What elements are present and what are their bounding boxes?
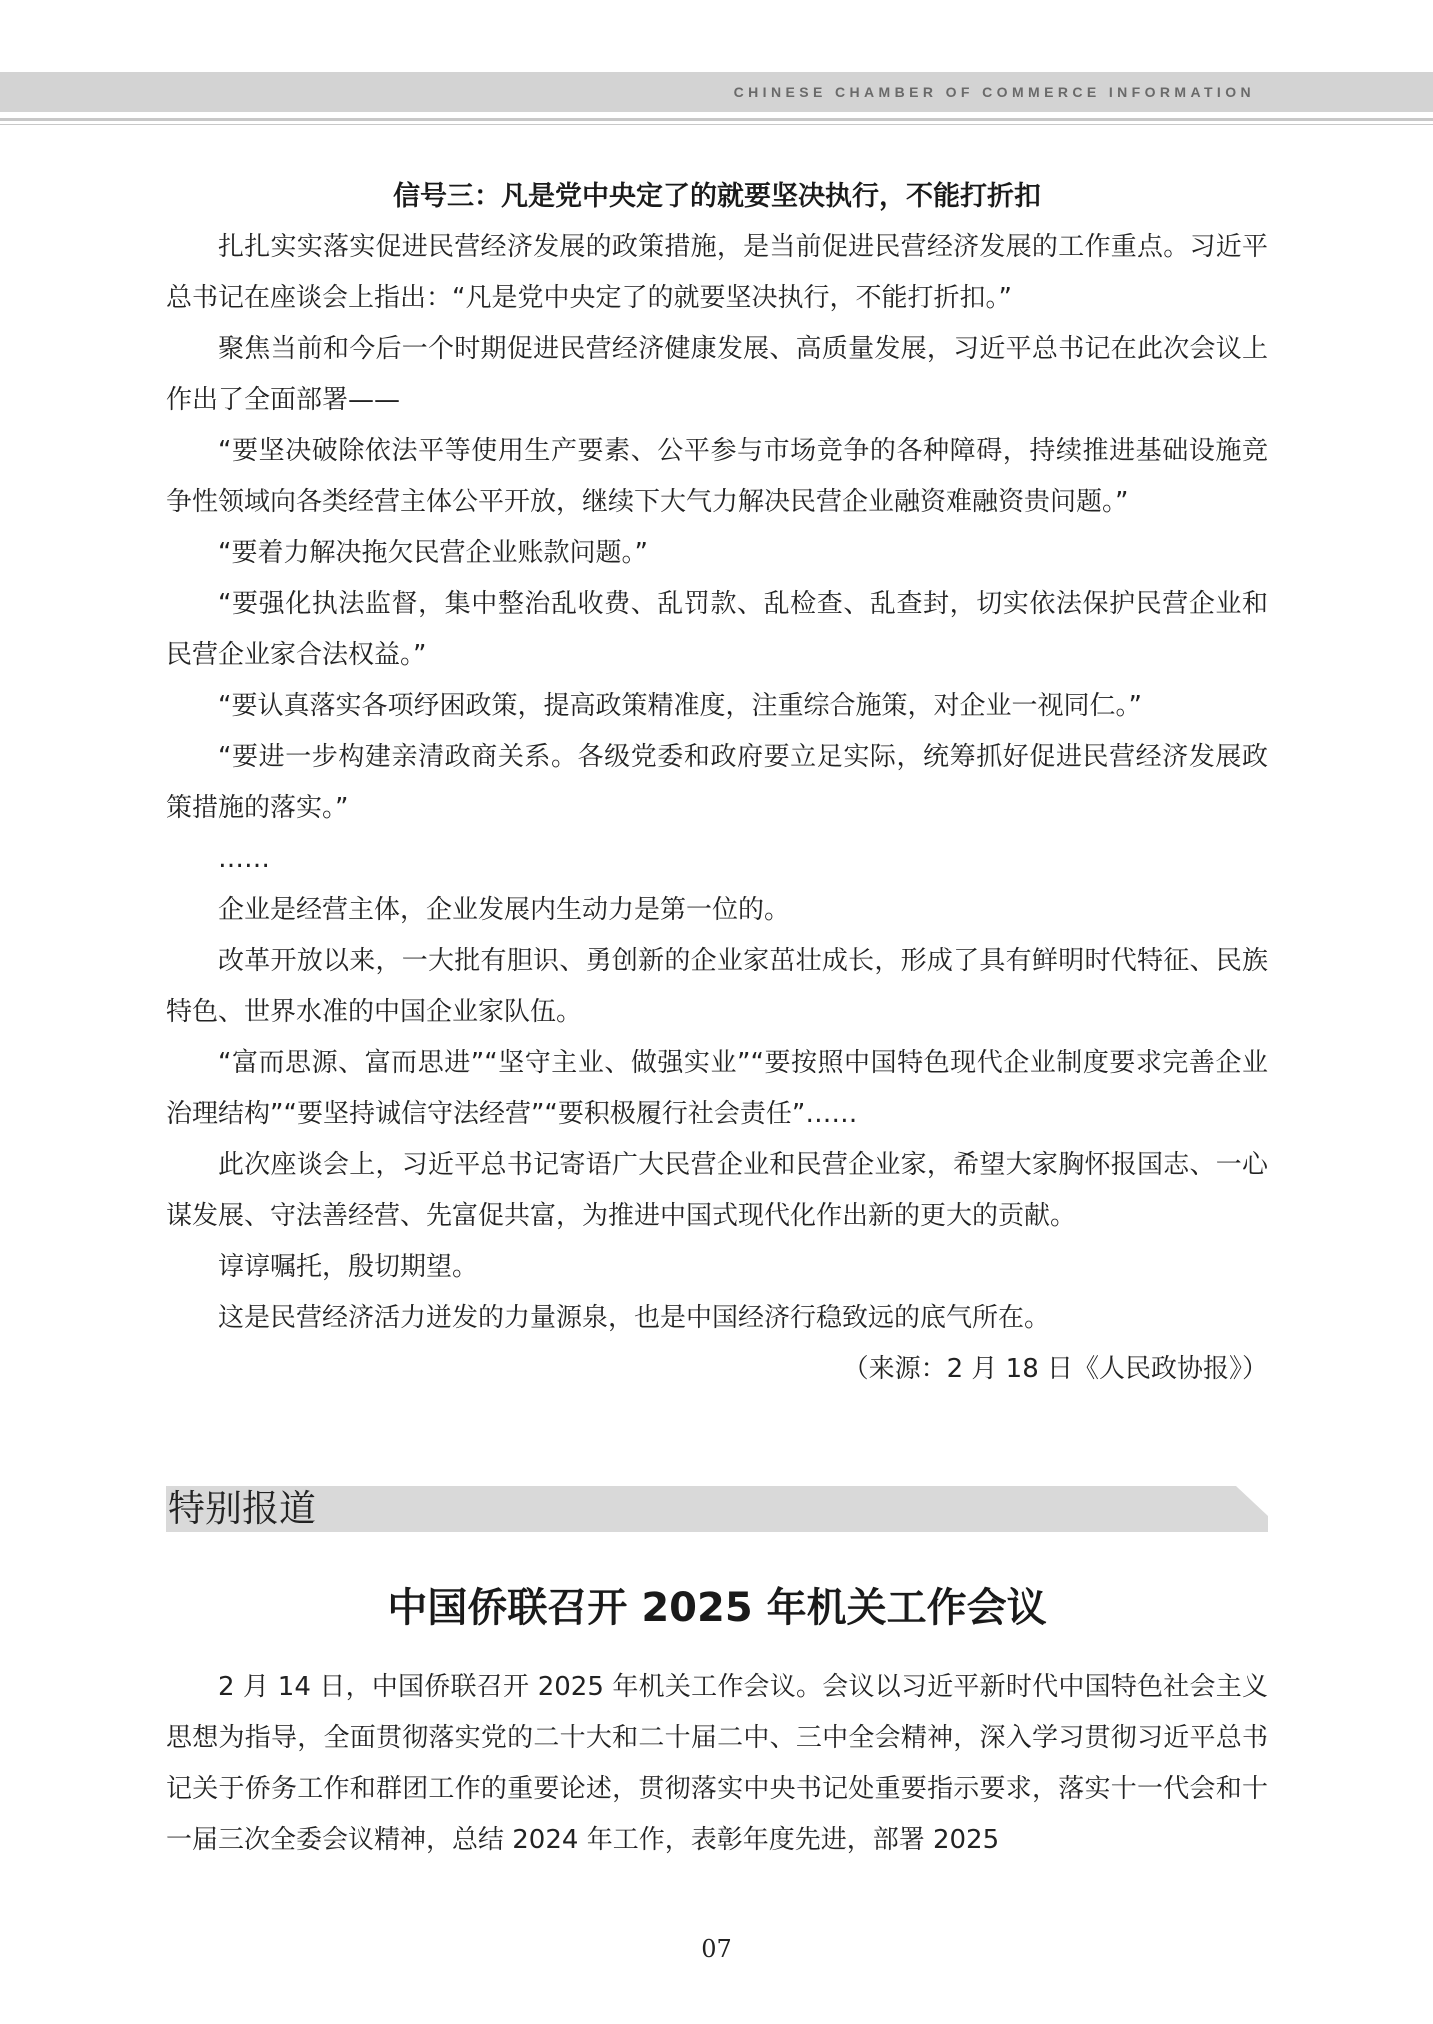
article-paragraph: “富而思源、富而思进”“坚守主业、做强实业”“要按照中国特色现代企业制度要求完善企业治理结构”“要坚持诚信守法经营”“要积极履行社会责任”…… bbox=[166, 1048, 1268, 1129]
article-paragraph: 谆谆嘱托，殷切期望。 bbox=[218, 1252, 479, 1282]
article-paragraph: 聚焦当前和今后一个时期促进民营经济健康发展、高质量发展，习近平总书记在此次会议上作出了全面部署—— bbox=[166, 334, 1268, 415]
article-paragraph: 这是民营经济活力迸发的力量源泉，也是中国经济行稳致远的底气所在。 bbox=[218, 1303, 1051, 1333]
article-paragraph: 改革开放以来，一大批有胆识、勇创新的企业家茁壮成长，形成了具有鲜明时代特征、民族特色、世界水准的中国企业家队伍。 bbox=[166, 946, 1268, 1027]
article-paragraph: 扎扎实实落实促进民营经济发展的政策措施，是当前促进民营经济发展的工作重点。习近平总书记在座谈会上指出：“凡是党中央定了的就要坚决执行，不能打折扣。” bbox=[166, 232, 1268, 313]
publication-name: CHINESE CHAMBER OF COMMERCE INFORMATION bbox=[733, 84, 1255, 100]
section-heading: 信号三：凡是党中央定了的就要坚决执行，不能打折扣 bbox=[393, 181, 1041, 212]
article-paragraph: “要进一步构建亲清政商关系。各级党委和政府要立足实际，统筹抓好促进民营经济发展政策措施的落实。” bbox=[166, 742, 1268, 823]
article bbox=[166, 176, 1268, 1395]
news-paragraph: 2 月 14 日，中国侨联召开 2025 年机关工作会议。会议以习近平新时代中国特色社会主义思想为指导，全面贯彻落实党的二十大和二十届二中、三中全会精神，深入学习贯彻习近平总书记关于侨务工作和群团工作的重要论述，贯彻落实中央书记处重要指示要求，落实十一代会和十一届三次全委会议精神，总结 2024 年工作，表彰年度先进，部署 2025 bbox=[166, 1672, 1268, 1855]
report-band-shape bbox=[166, 1486, 1268, 1532]
article-source: （来源：2 月 18 日《人民政协报》） bbox=[842, 1354, 1268, 1384]
article-paragraph: “要着力解决拖欠民营企业账款问题。” bbox=[218, 538, 648, 568]
page-number: 07 bbox=[701, 1935, 732, 1963]
article-ellipsis: …… bbox=[218, 844, 270, 874]
news-body bbox=[166, 1662, 1268, 1866]
article-paragraph: “要坚决破除依法平等使用生产要素、公平参与市场竞争的各种障碍，持续推进基础设施竞争性领域向各类经营主体公平开放，继续下大气力解决民营企业融资难融资贵问题。” bbox=[166, 436, 1268, 517]
header-divider-thin bbox=[0, 124, 1433, 125]
news-title: 中国侨联召开 2025 年机关工作会议 bbox=[387, 1585, 1047, 1631]
article-paragraph: “要认真落实各项纾困政策，提高政策精准度，注重综合施策，对企业一视同仁。” bbox=[218, 691, 1142, 721]
header-divider bbox=[0, 118, 1433, 121]
special-report-band bbox=[166, 1486, 1268, 1532]
article-paragraph: 企业是经营主体，企业发展内生动力是第一位的。 bbox=[218, 895, 791, 925]
article-paragraph: 此次座谈会上，习近平总书记寄语广大民营企业和民营企业家，希望大家胸怀报国志、一心谋发展、守法善经营、先富促共富，为推进中国式现代化作出新的更大的贡献。 bbox=[166, 1150, 1268, 1231]
article-paragraph: “要强化执法监督，集中整治乱收费、乱罚款、乱检查、乱查封，切实依法保护民营企业和民营企业家合法权益。” bbox=[166, 589, 1268, 670]
special-report-label: 特别报道 bbox=[168, 1487, 316, 1530]
